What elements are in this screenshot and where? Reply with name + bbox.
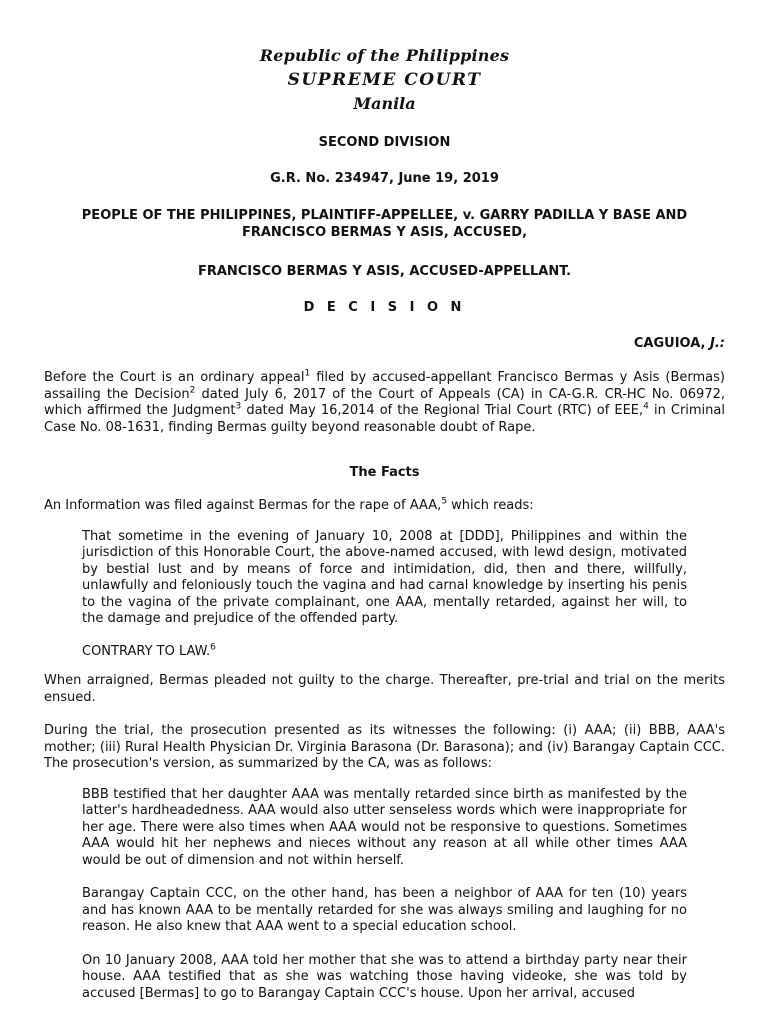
footnote-ref-4[interactable]: 4 [643, 401, 649, 412]
witnesses-paragraph: During the trial, the prosecution presented as its witnesses the following: (i) AAA; (ii) BBB, AAA's mother; (iii) Rural Health Physician Dr. Virginia Barasona (Dr. Barasona); and (iv) Barangay Captain CCC. The prosecution's version, as summarized by the CA, was as follows: [44, 723, 725, 771]
arraignment-paragraph: When arraigned, Bermas pleaded not guilty to the charge. Thereafter, pre-trial and trial on the merits ensued. [44, 673, 725, 705]
intro-text-2: filed by accused-appellant Francisco Bermas y Asis (Bermas) assailing the Decision [44, 370, 725, 402]
contrary-text: CONTRARY TO LAW. [82, 643, 211, 659]
court-masthead [44, 44, 725, 116]
masthead-city: Manila [353, 94, 416, 113]
decision-title: D E C I S I O N [303, 300, 466, 315]
ca-quote-paragraph-1: BBB testified that her daughter AAA was mentally retarded since birth as manifested by the latter's hardheadedness. AAA would also utter senseless words which were inappropriate for her age. There were also times when AAA would not be responsive to questions. Sometimes AAA would hit her nephews and nieces without any reason at all while other times AAA would be out of dimension and not within herself. [82, 786, 687, 868]
information-intro [44, 498, 725, 515]
intro-text-4: dated May 16,2014 of the Regional Trial Court (RTC) of EEE, [241, 403, 644, 418]
footnote-ref-3[interactable]: 3 [235, 401, 242, 412]
intro-paragraph [44, 370, 725, 436]
footnote-ref-1[interactable]: 1 [304, 368, 311, 379]
ponente-suffix: J.: [710, 336, 725, 351]
decision-page [44, 44, 725, 1002]
appellant-line: FRANCISCO BERMAS Y ASIS, ACCUSED-APPELLANT. [197, 264, 572, 279]
masthead-republic: Republic of the Philippines [259, 46, 510, 65]
information-quote: That sometime in the evening of January 10, 2008 at [DDD], Philippines and within the jurisdiction of this Honorable Court, the above-named accused, with lewd design, motivated by bestial lust and by means of force and intimidation, did, then and there, willfully, unlawfully and feloniously touch the vagina and had carnal knowledge by inserting his penis to the vagina of the private complainant, one AAA, mentally retarded, against her will, to the damage and prejudice of the offended party. [82, 528, 687, 626]
case-number: G.R. No. 234947, June 19, 2019 [270, 171, 499, 186]
information-intro-text-2: which reads: [447, 498, 534, 513]
intro-text-3: dated July 6, 2017 of the Court of Appeals (CA) in CA-G.R. CR-HC No. 06972, which affirmed the Judgment [44, 386, 725, 418]
ca-quote-paragraph-3: On 10 January 2008, AAA told her mother that she was to attend a birthday party near their house. AAA testified that as she was watching those having videoke, she was told by accused [Bermas] to go to Barangay Captain CCC's house. Upon her arrival, accused [82, 952, 687, 1001]
information-intro-text-1: An Information was filed against Bermas for the rape of AAA, [44, 498, 442, 513]
masthead-court: SUPREME COURT [287, 70, 482, 90]
contrary-to-law [82, 644, 687, 661]
facts-heading: The Facts [349, 465, 420, 480]
ca-quote-paragraph-2: Barangay Captain CCC, on the other hand, has been a neighbor of AAA for ten (10) years and has known AAA to be mentally retarded for she was always smiling and laughing for no reason. He also knew that AAA went to a special education school. [82, 886, 687, 934]
division-heading: SECOND DIVISION [318, 135, 451, 150]
intro-text-1: Before the Court is an ordinary appeal [44, 370, 305, 385]
footnote-ref-2[interactable]: 2 [189, 385, 196, 396]
footnote-ref-5[interactable]: 5 [441, 496, 448, 507]
case-caption: PEOPLE OF THE PHILIPPINES, PLAINTIFF-APPELLEE, v. GARRY PADILLA Y BASE AND FRANCISCO BERMAS Y ASIS, ACCUSED, [81, 208, 688, 240]
intro-text-5: in Criminal Case No. 08-1631, finding Bermas guilty beyond reasonable doubt of Rape. [44, 403, 725, 435]
ponente-name: CAGUIOA, [633, 336, 706, 351]
footnote-ref-6[interactable]: 6 [210, 642, 216, 653]
ponente [44, 335, 725, 352]
